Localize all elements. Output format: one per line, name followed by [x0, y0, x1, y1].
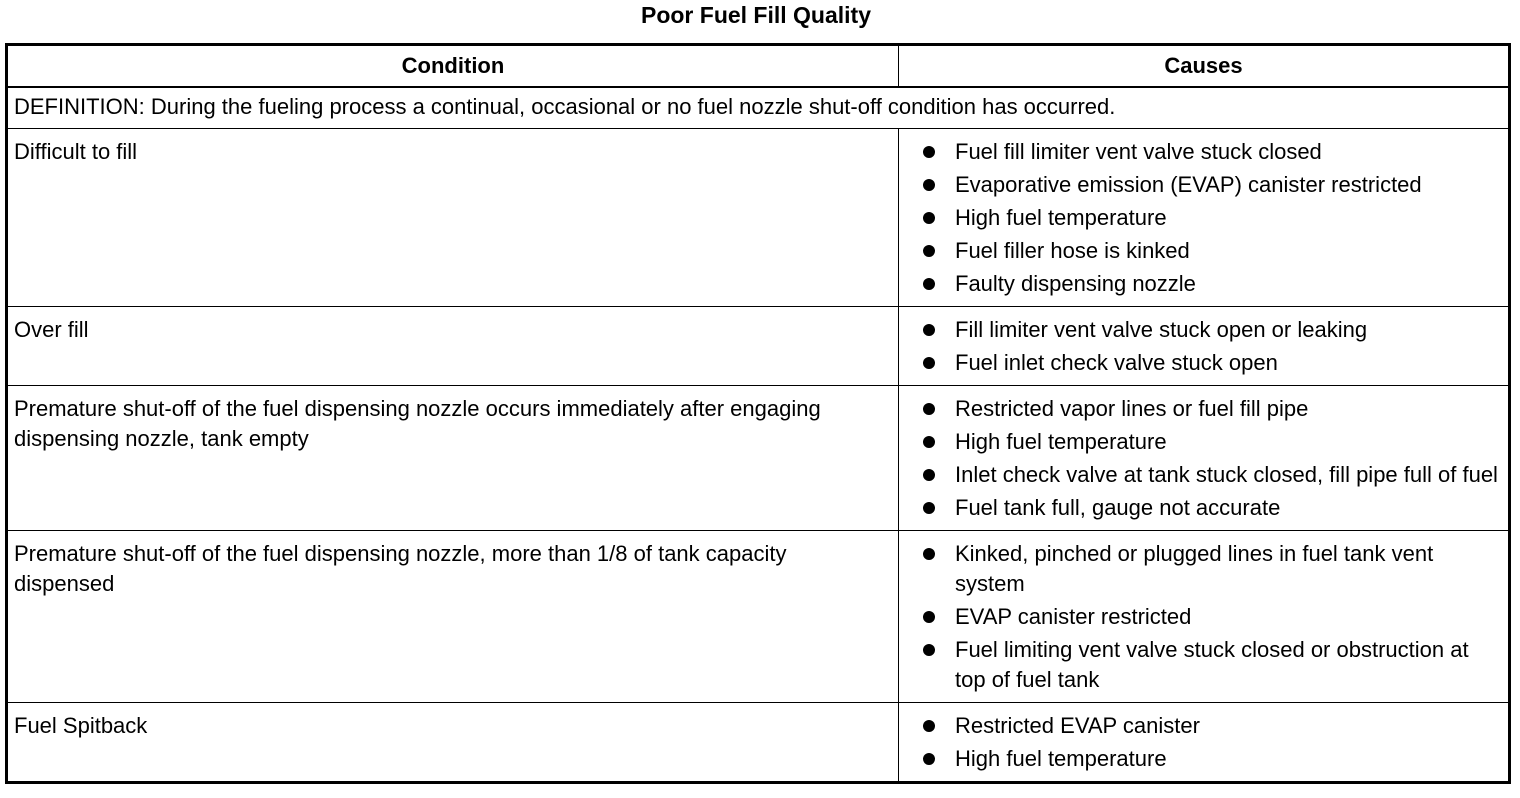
cause-text: Fill limiter vent valve stuck open or leaking	[955, 317, 1368, 342]
cause-item	[921, 744, 1502, 774]
definition-text: DEFINITION: During the fueling process a continual, occasional or no fuel nozzle shut-off condition has occurred.	[7, 87, 1510, 129]
header-row	[7, 45, 1510, 88]
cause-text: High fuel temperature	[955, 205, 1167, 230]
bullet-icon	[923, 720, 935, 732]
condition-header: Condition	[7, 45, 899, 88]
bullet-icon	[923, 245, 935, 257]
bullet-icon	[923, 436, 935, 448]
cause-text: EVAP canister restricted	[955, 604, 1192, 629]
cause-item	[921, 315, 1502, 345]
causes-list	[921, 315, 1502, 378]
definition-row	[7, 87, 1510, 129]
cause-text: Fuel filler hose is kinked	[955, 238, 1190, 263]
bullet-icon	[923, 212, 935, 224]
causes-cell	[899, 386, 1510, 531]
bullet-icon	[923, 324, 935, 336]
condition-cell: Premature shut-off of the fuel dispensing nozzle occurs immediately after engaging dispensing nozzle, tank empty	[7, 386, 899, 531]
bullet-icon	[923, 502, 935, 514]
cause-item	[921, 460, 1502, 490]
bullet-icon	[923, 179, 935, 191]
causes-cell	[899, 531, 1510, 703]
cause-item	[921, 602, 1502, 632]
cause-item	[921, 269, 1502, 299]
bullet-icon	[923, 278, 935, 290]
causes-cell	[899, 703, 1510, 783]
table-row	[7, 703, 1510, 783]
cause-text: Faulty dispensing nozzle	[955, 271, 1196, 296]
cause-text: Fuel tank full, gauge not accurate	[955, 495, 1281, 520]
bullet-icon	[923, 644, 935, 656]
bullet-icon	[923, 357, 935, 369]
bullet-icon	[923, 403, 935, 415]
causes-cell	[899, 307, 1510, 386]
causes-list	[921, 711, 1502, 774]
cause-text: Restricted vapor lines or fuel fill pipe	[955, 396, 1309, 421]
cause-text: Fuel limiting vent valve stuck closed or obstruction at top of fuel tank	[955, 637, 1469, 692]
table-row	[7, 386, 1510, 531]
cause-text: Kinked, pinched or plugged lines in fuel tank vent system	[955, 541, 1434, 596]
cause-text: Fuel inlet check valve stuck open	[955, 350, 1278, 375]
cause-item	[921, 236, 1502, 266]
cause-item	[921, 137, 1502, 167]
condition-cell: Difficult to fill	[7, 129, 899, 307]
causes-list	[921, 539, 1502, 695]
bullet-icon	[923, 469, 935, 481]
cause-text: Evaporative emission (EVAP) canister restricted	[955, 172, 1422, 197]
cause-item	[921, 203, 1502, 233]
cause-text: Inlet check valve at tank stuck closed, fill pipe full of fuel	[955, 462, 1498, 487]
cause-item	[921, 170, 1502, 200]
cause-item	[921, 394, 1502, 424]
cause-item	[921, 539, 1502, 599]
table-row	[7, 531, 1510, 703]
cause-text: High fuel temperature	[955, 429, 1167, 454]
causes-list	[921, 394, 1502, 523]
cause-item	[921, 348, 1502, 378]
cause-item	[921, 711, 1502, 741]
cause-item	[921, 493, 1502, 523]
diagnosis-table	[5, 43, 1511, 784]
condition-cell: Over fill	[7, 307, 899, 386]
cause-text: High fuel temperature	[955, 746, 1167, 771]
table-row	[7, 307, 1510, 386]
condition-cell: Fuel Spitback	[7, 703, 899, 783]
cause-text: Fuel fill limiter vent valve stuck closed	[955, 139, 1322, 164]
condition-cell: Premature shut-off of the fuel dispensing nozzle, more than 1/8 of tank capacity dispensed	[7, 531, 899, 703]
page-title: Poor Fuel Fill Quality	[640, 2, 872, 28]
bullet-icon	[923, 753, 935, 765]
cause-item	[921, 635, 1502, 695]
bullet-icon	[923, 146, 935, 158]
cause-item	[921, 427, 1502, 457]
bullet-icon	[923, 548, 935, 560]
causes-cell	[899, 129, 1510, 307]
causes-list	[921, 137, 1502, 299]
table-row	[7, 129, 1510, 307]
cause-text: Restricted EVAP canister	[955, 713, 1200, 738]
causes-header: Causes	[899, 45, 1510, 88]
bullet-icon	[923, 611, 935, 623]
